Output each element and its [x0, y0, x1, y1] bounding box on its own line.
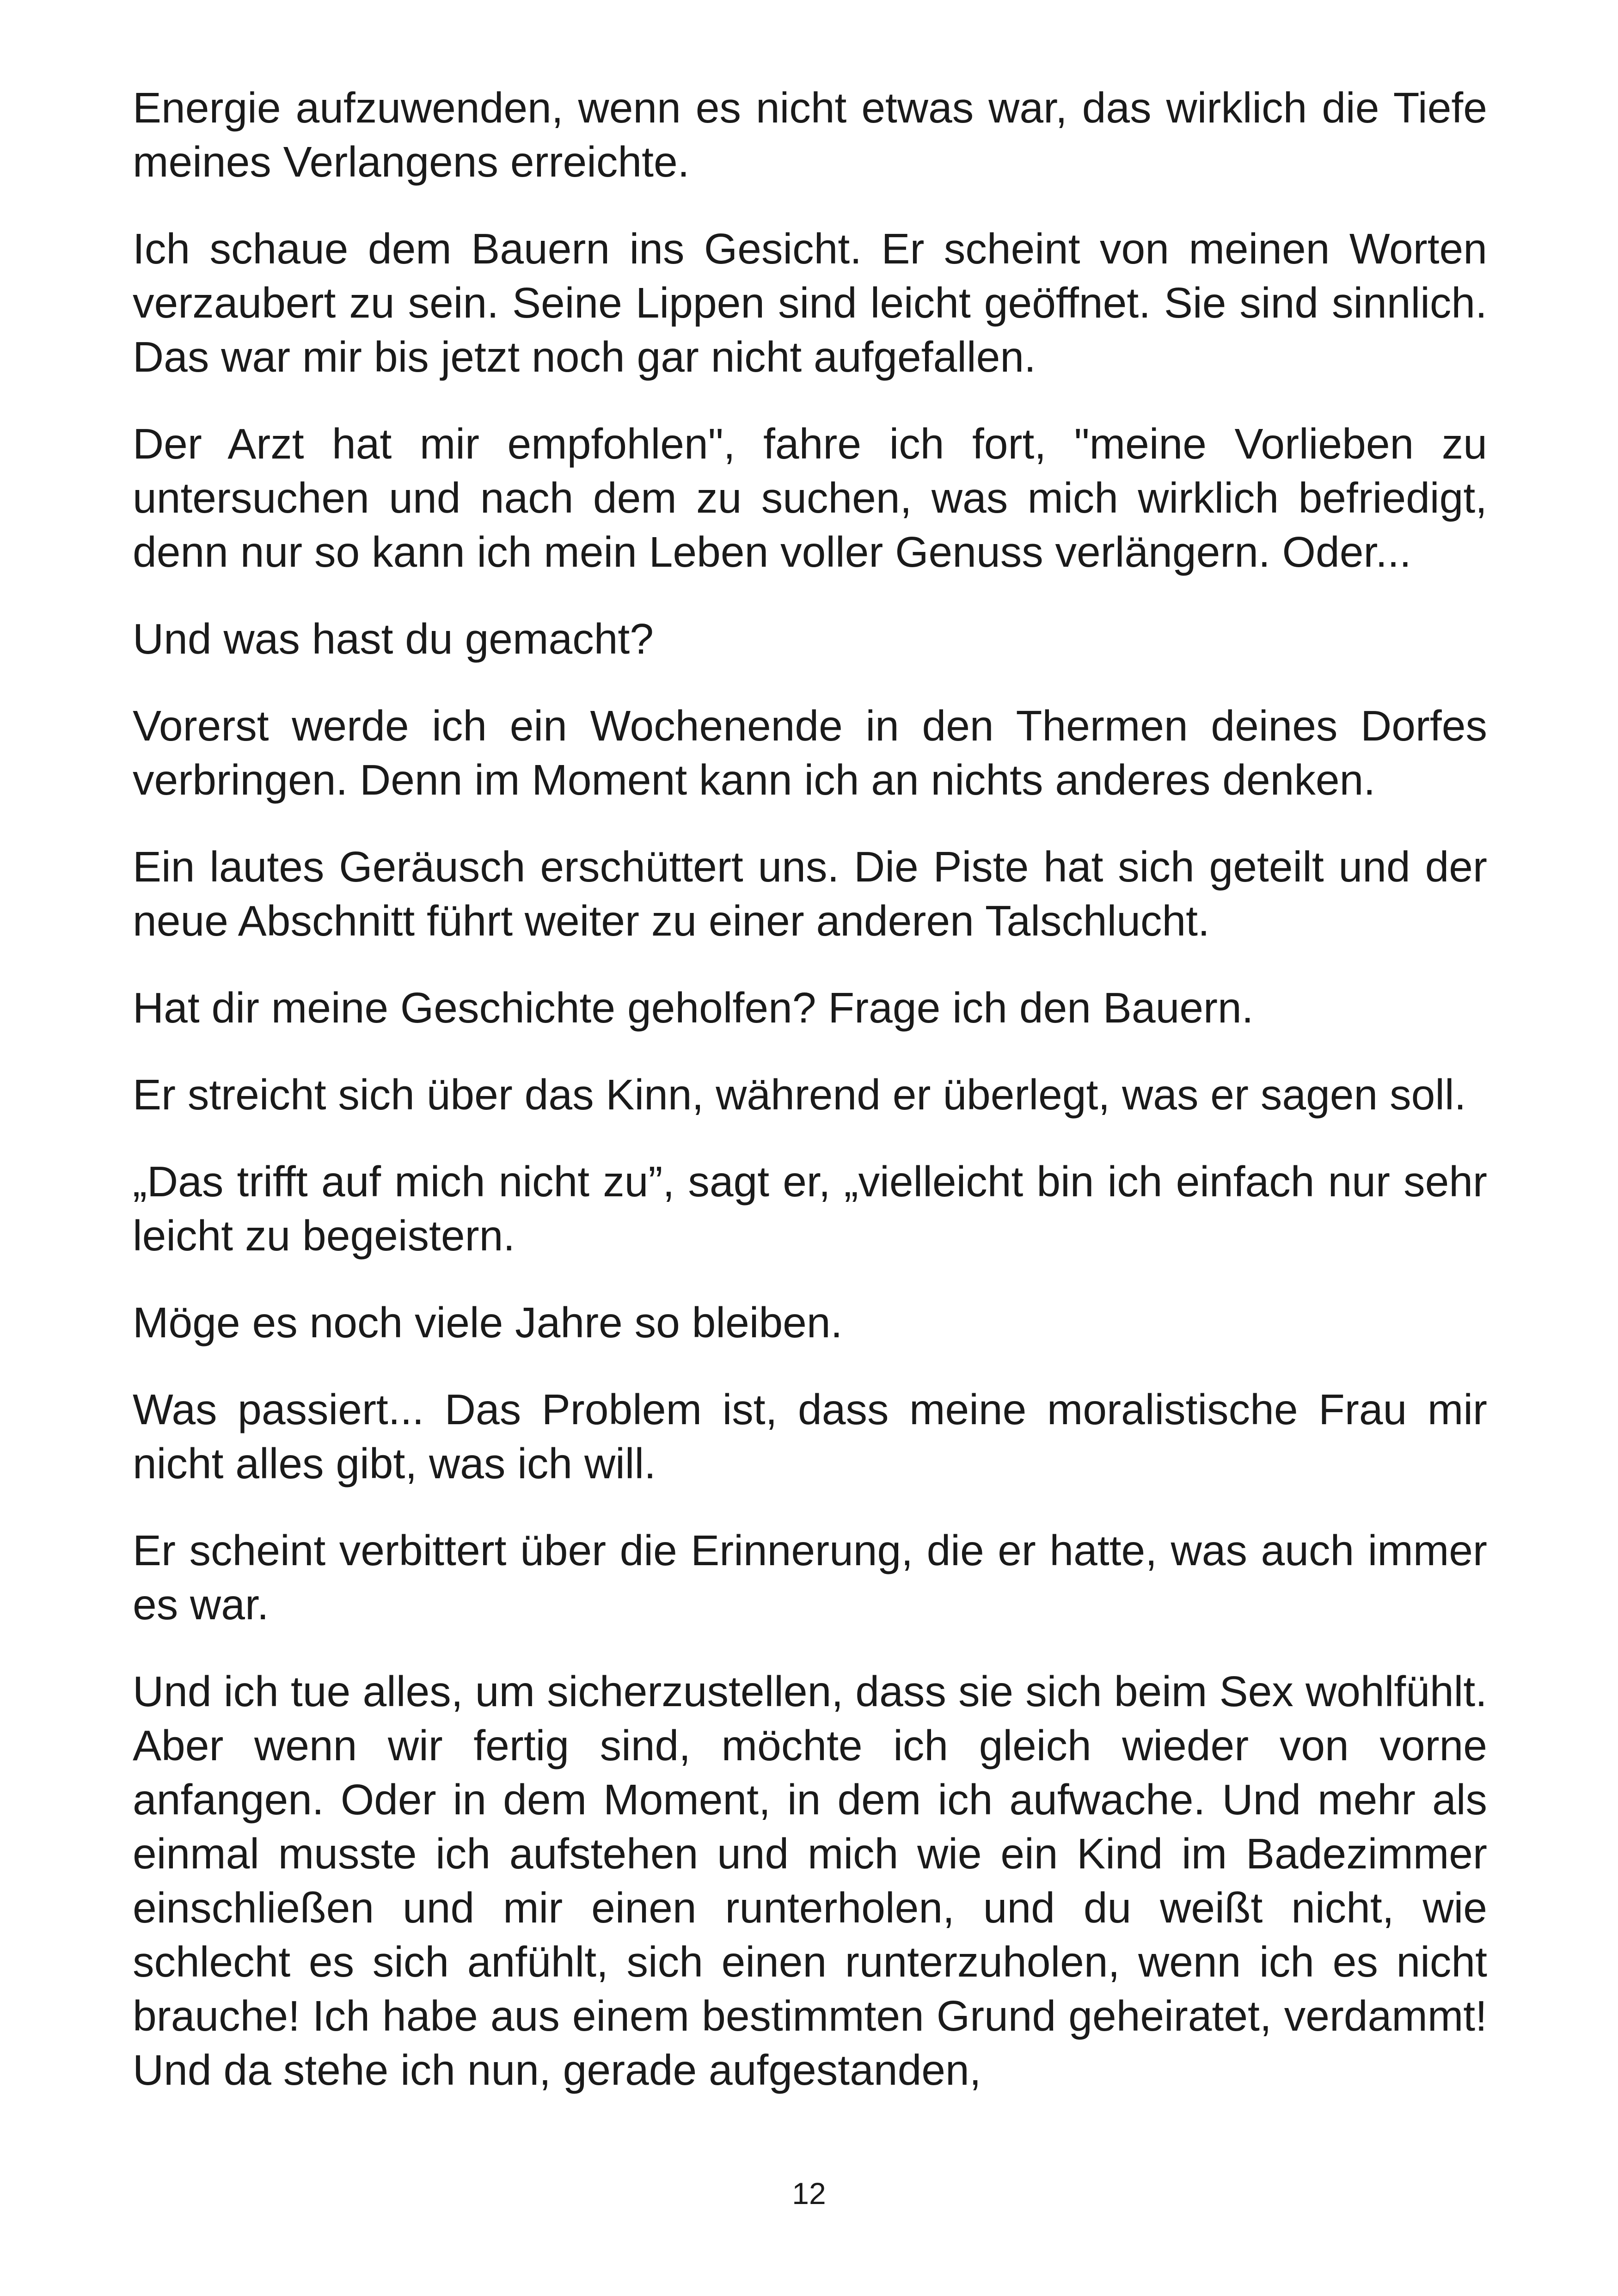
paragraph: Energie aufzuwenden, wenn es nicht etwas war, das wirklich die Tiefe meines Verlangens erreichte.: [133, 84, 1487, 186]
paragraph: Vorerst werde ich ein Wochenende in den Thermen deines Dorfes verbringen. Denn im Moment kann ich an nichts anderes denken.: [133, 702, 1487, 804]
paragraph: „Das trifft auf mich nicht zu”, sagt er, „vielleicht bin ich einfach nur sehr leicht zu begeistern.: [133, 1157, 1487, 1260]
paragraph: Ich schaue dem Bauern ins Gesicht. Er scheint von meinen Worten verzaubert zu sein. Seine Lippen sind leicht geöffnet. Sie sind sinnlich. Das war mir bis jetzt noch gar nicht aufgefallen.: [133, 225, 1487, 381]
paragraph: Ein lautes Geräusch erschüttert uns. Die Piste hat sich geteilt und der neue Abschnitt führt weiter zu einer anderen Talschlucht.: [133, 843, 1487, 945]
paragraph: Er streicht sich über das Kinn, während er überlegt, was er sagen soll.: [133, 1071, 1466, 1119]
paragraph: Was passiert... Das Problem ist, dass meine moralistische Frau mir nicht alles gibt, was ich will.: [133, 1385, 1487, 1488]
paragraph: Er scheint verbittert über die Erinnerung, die er hatte, was auch immer es war.: [133, 1526, 1487, 1629]
paragraph: Möge es noch viele Jahre so bleiben.: [133, 1298, 843, 1347]
paragraph: Und was hast du gemacht?: [133, 615, 654, 663]
page-number: 12: [792, 2176, 826, 2210]
paragraph: Und ich tue alles, um sicherzustellen, dass sie sich beim Sex wohlfühlt. Aber wenn wir fertig sind, möchte ich gleich wieder von vorne anfangen. Oder in dem Moment, in dem ich aufwache. Und mehr als einmal musste ich aufstehen und mich wie ein Kind im Badezimmer einschließen und mir einen runterholen, und du weißt nicht, wie schlecht es sich anfühlt, sich einen runterzuholen, wenn ich es nicht brauche! Ich habe aus einem bestimmten Grund geheiratet, verdammt! Und da stehe ich nun, gerade aufgestanden,: [133, 1667, 1487, 2094]
paragraph: Der Arzt hat mir empfohlen", fahre ich fort, "meine Vorlieben zu untersuchen und nach dem zu suchen, was mich wirklich befriedigt, denn nur so kann ich mein Leben voller Genuss verlängern. Oder...: [133, 420, 1487, 576]
paragraph: Hat dir meine Geschichte geholfen? Frage ich den Bauern.: [133, 984, 1254, 1032]
page-body: [133, 81, 1487, 2130]
